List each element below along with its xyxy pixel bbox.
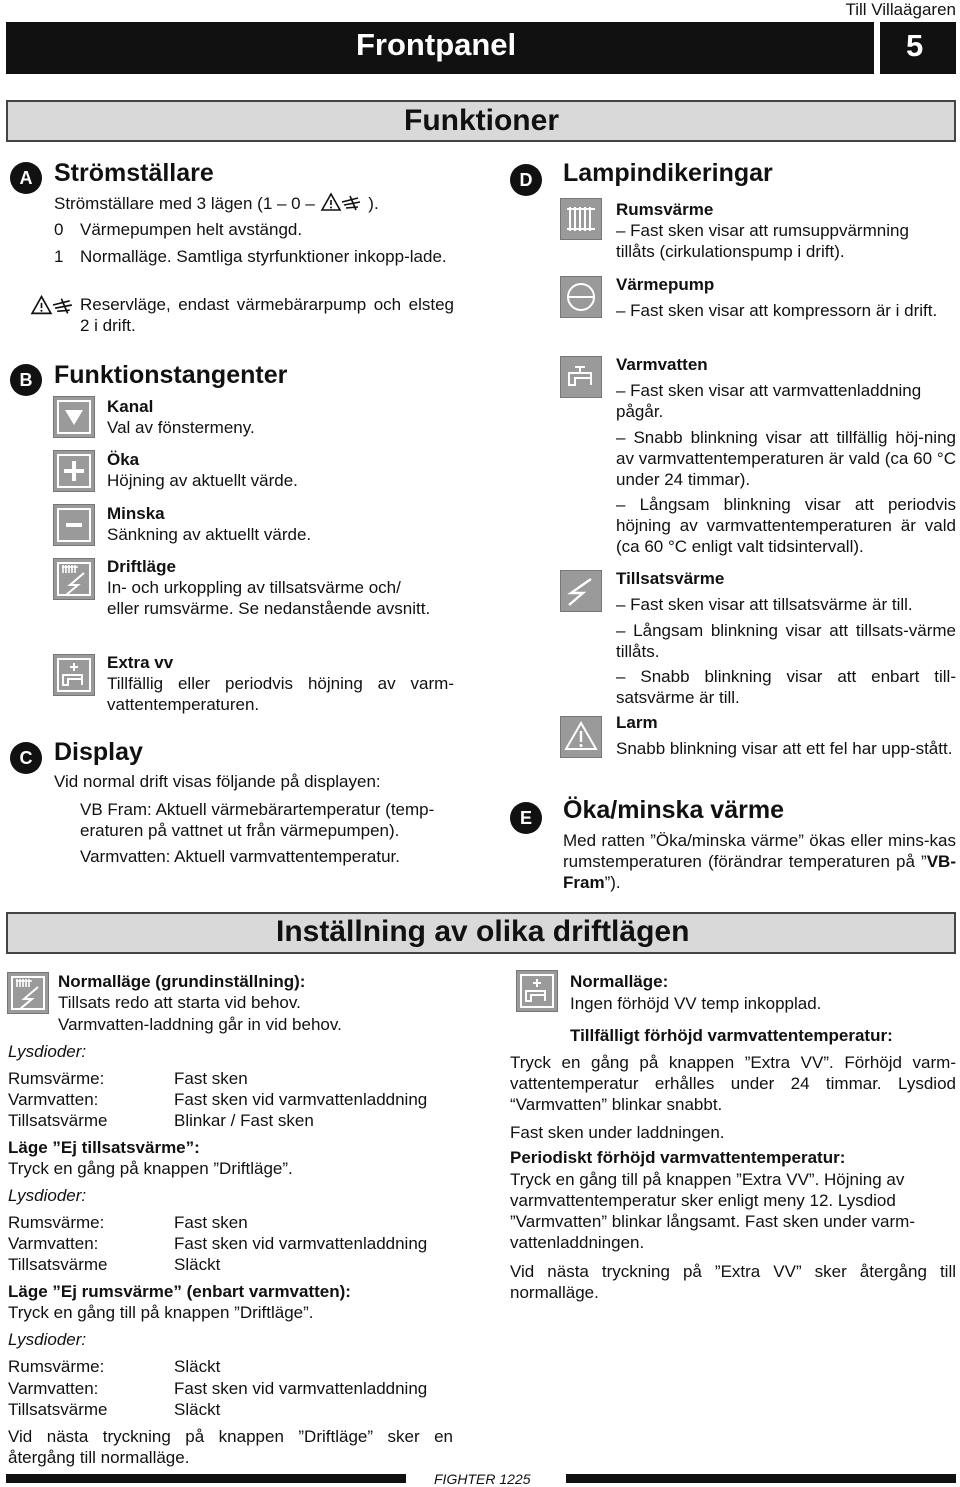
d-item-0-line-0: – Fast sken visar att rumsuppvärmning tillåts (cirkulationspump i drift). <box>616 221 909 261</box>
left-normal-title: Normalläge (grundinställning): <box>58 972 306 991</box>
d-item-3-line-1: – Långsam blinkning visar att tillsats-värme tillåts. <box>616 621 956 661</box>
c-intro: Vid normal drift visas följande på displayen: <box>54 772 381 791</box>
warning-icon <box>560 716 602 758</box>
right-normal-title: Normalläge: <box>570 972 669 991</box>
a-intro-end: ). <box>368 194 379 213</box>
b-item-1-desc: Höjning av aktuellt värde. <box>107 471 298 490</box>
right-normal-text: Ingen förhöjd VV temp inkopplad. <box>570 994 822 1013</box>
d-item-2-line-0: – Fast sken visar att varmvattenladdning pågår. <box>616 381 922 421</box>
b-item-0-desc: Val av fönstermeny. <box>107 418 255 437</box>
page-title: Frontpanel <box>356 27 517 62</box>
b-item-2-desc: Sänkning av aktuellt värde. <box>107 525 312 544</box>
left-mode3-text: Tryck en gång till på knappen ”Driftläge”. <box>8 1303 314 1322</box>
left-lysdioder-1: Lysdioder: <box>8 1042 87 1061</box>
tap-plus-icon <box>516 970 558 1012</box>
t2-r1-value: Fast sken vid varmvattenladdning <box>174 1234 428 1253</box>
a-intro <box>54 192 379 214</box>
d-item-1-name: Värmepump <box>616 275 715 294</box>
badge-d: D <box>510 164 542 196</box>
t1-r2-label: Tillsatsvärme <box>8 1111 108 1130</box>
d-item-2-name: Varmvatten <box>616 355 708 374</box>
c-title: Display <box>54 738 143 766</box>
c-line-1: Varmvatten: Aktuell varmvattentemperatur. <box>80 847 400 866</box>
d-title: Lampindikeringar <box>563 159 773 187</box>
d-item-3-line-0: – Fast sken visar att tillsatsvärme är till. <box>616 595 913 614</box>
t2-r0-value: Fast sken <box>174 1213 248 1232</box>
b-item-3-desc: In- och urkoppling av tillsatsvärme och/ eller rumsvärme. Se nedanstående avsnitt. <box>107 578 431 618</box>
right-temp-text: Tryck en gång på knappen ”Extra VV”. Förhöjd varm-vattentemperatur erhålles under 24 timmar. Lysdiod “Varmvatten” blinkar snabbt. <box>510 1053 956 1114</box>
t3-r1-label: Varmvatten: <box>8 1379 99 1398</box>
d-item-0-name: Rumsvärme <box>616 200 714 219</box>
section-title: Funktioner <box>404 104 559 137</box>
left-normal-l2: Varmvatten-laddning går in vid behov. <box>58 1015 342 1034</box>
t1-r0-value: Fast sken <box>174 1069 248 1088</box>
b-item-2-name: Minska <box>107 504 165 523</box>
t2-r2-value: Släckt <box>174 1255 221 1274</box>
t2-r1-label: Varmvatten: <box>8 1234 99 1253</box>
badge-c: C <box>10 742 42 774</box>
a-title: Strömställare <box>54 159 214 187</box>
left-mode2-text: Tryck en gång på knappen ”Driftläge”. <box>8 1159 293 1178</box>
b-item-4-name: Extra vv <box>107 653 174 672</box>
footer-bar-left <box>6 1474 406 1483</box>
a-key-0: 0 <box>54 220 64 239</box>
d-item-4-line-0: Snabb blinkning visar att ett fel har upp-stått. <box>616 739 953 758</box>
t3-r0-label: Rumsvärme: <box>8 1357 105 1376</box>
d-item-1-line-0: – Fast sken visar att kompressorn är i drift. <box>616 301 938 320</box>
a-item-2: Reservläge, endast värmebärarpump och elsteg 2 i drift. <box>80 295 454 335</box>
t3-r0-value: Släckt <box>174 1357 221 1376</box>
t1-r1-value: Fast sken vid varmvattenladdning <box>174 1090 428 1109</box>
badge-b: B <box>10 364 42 396</box>
down-arrow-icon <box>53 396 95 438</box>
settings-title: Inställning av olika driftlägen <box>276 915 690 948</box>
t2-r2-label: Tillsatsvärme <box>8 1255 108 1274</box>
e-text-a: Med ratten ”Öka/minska värme” ökas eller mins-kas rumstemperaturen (förändrar temperaturen på ” <box>563 831 956 871</box>
b-item-0-name: Kanal <box>107 397 154 416</box>
compressor-icon <box>560 276 602 318</box>
d-item-2-line-2: – Långsam blinkning visar att periodvis höjning av varmvattentemperaturen är vald (ca 60 °C enligt valt tidsintervall). <box>616 495 956 556</box>
c-line-0: VB Fram: Aktuell värmebärartemperatur (temp-eraturen på vattnet ut från värmepumpen). <box>80 800 435 840</box>
a-key-1: 1 <box>54 247 64 266</box>
t1-r2-value: Blinkar / Fast sken <box>174 1111 314 1130</box>
top-right-label: Till Villaägaren <box>845 0 956 19</box>
b-item-3-name: Driftläge <box>107 557 176 576</box>
a-item-0: Värmepumpen helt avstängd. <box>80 220 303 239</box>
left-normal-l1: Tillsats redo att starta vid behov. <box>58 993 301 1012</box>
tap-plus-icon <box>53 654 95 696</box>
badge-a: A <box>10 162 42 194</box>
a-item-1: Normalläge. Samtliga styrfunktioner inkopp-lade. <box>80 247 447 266</box>
footer-model: FIGHTER 1225 <box>434 1471 531 1487</box>
radiator-lightning-icon <box>7 972 49 1014</box>
left-footer-text: Vid nästa tryckning på knappen ”Driftläge” sker en återgång till normalläge. <box>8 1427 453 1467</box>
left-lysdioder-3: Lysdioder: <box>8 1330 87 1349</box>
a-intro-text: Strömställare med 3 lägen (1 – 0 – <box>54 194 315 213</box>
d-item-2-line-1: – Snabb blinkning visar att tillfällig höj-ning av varmvattentemperaturen är vald (ca 60 °C under 24 timmar). <box>616 428 956 489</box>
d-item-3-line-2: – Snabb blinkning visar att enbart till-satsvärme är till. <box>616 667 956 707</box>
tap-icon <box>560 356 602 398</box>
footer-bar-right <box>566 1474 956 1483</box>
t1-r0-label: Rumsvärme: <box>8 1069 105 1088</box>
e-title: Öka/minska värme <box>563 796 784 824</box>
right-period-text: Tryck en gång till på knappen ”Extra VV”. Höjning av varmvattentemperatur sker enligt meny 12. Lysdiod ”Varmvatten” blinkar långsamt. Fast sken under varm-vattenladdningen. <box>510 1170 915 1252</box>
b-title: Funktionstangenter <box>54 361 288 389</box>
right-temp-title: Tillfälligt förhöjd varmvattentemperatur: <box>570 1026 893 1045</box>
b-item-4-desc: Tillfällig eller periodvis höjning av varm-vattentemperaturen. <box>107 674 454 714</box>
e-text-bold: VB-Fram <box>563 852 956 892</box>
left-mode3-title: Läge ”Ej rumsvärme” (enbart varmvatten): <box>8 1282 351 1301</box>
radiator-lightning-icon <box>53 558 95 600</box>
d-item-3-name: Tillsatsvärme <box>616 569 725 588</box>
t3-r1-value: Fast sken vid varmvattenladdning <box>174 1379 428 1398</box>
right-temp-text2: Fast sken under laddningen. <box>510 1123 725 1142</box>
e-text <box>563 830 956 893</box>
left-lysdioder-2: Lysdioder: <box>8 1186 87 1205</box>
right-period-title: Periodiskt förhöjd varmvattentemperatur: <box>510 1148 846 1167</box>
warning-hand-icon <box>30 294 76 316</box>
t1-r1-label: Varmvatten: <box>8 1090 99 1109</box>
warning-hand-icon <box>320 192 364 212</box>
t2-r0-label: Rumsvärme: <box>8 1213 105 1232</box>
radiator-icon <box>560 198 602 240</box>
t3-r2-label: Tillsatsvärme <box>8 1400 108 1419</box>
d-item-4-name: Larm <box>616 713 658 732</box>
plus-icon <box>53 450 95 492</box>
lightning-icon <box>560 570 602 612</box>
badge-e: E <box>510 802 542 834</box>
b-item-1-name: Öka <box>107 450 140 469</box>
right-return-text: Vid nästa tryckning på ”Extra VV” sker återgång till normalläge. <box>510 1262 956 1302</box>
e-text-b: ”). <box>604 873 621 892</box>
page-number: 5 <box>906 28 924 63</box>
t3-r2-value: Släckt <box>174 1400 221 1419</box>
minus-icon <box>53 504 95 546</box>
left-mode2-title: Läge ”Ej tillsatsvärme”: <box>8 1138 200 1157</box>
